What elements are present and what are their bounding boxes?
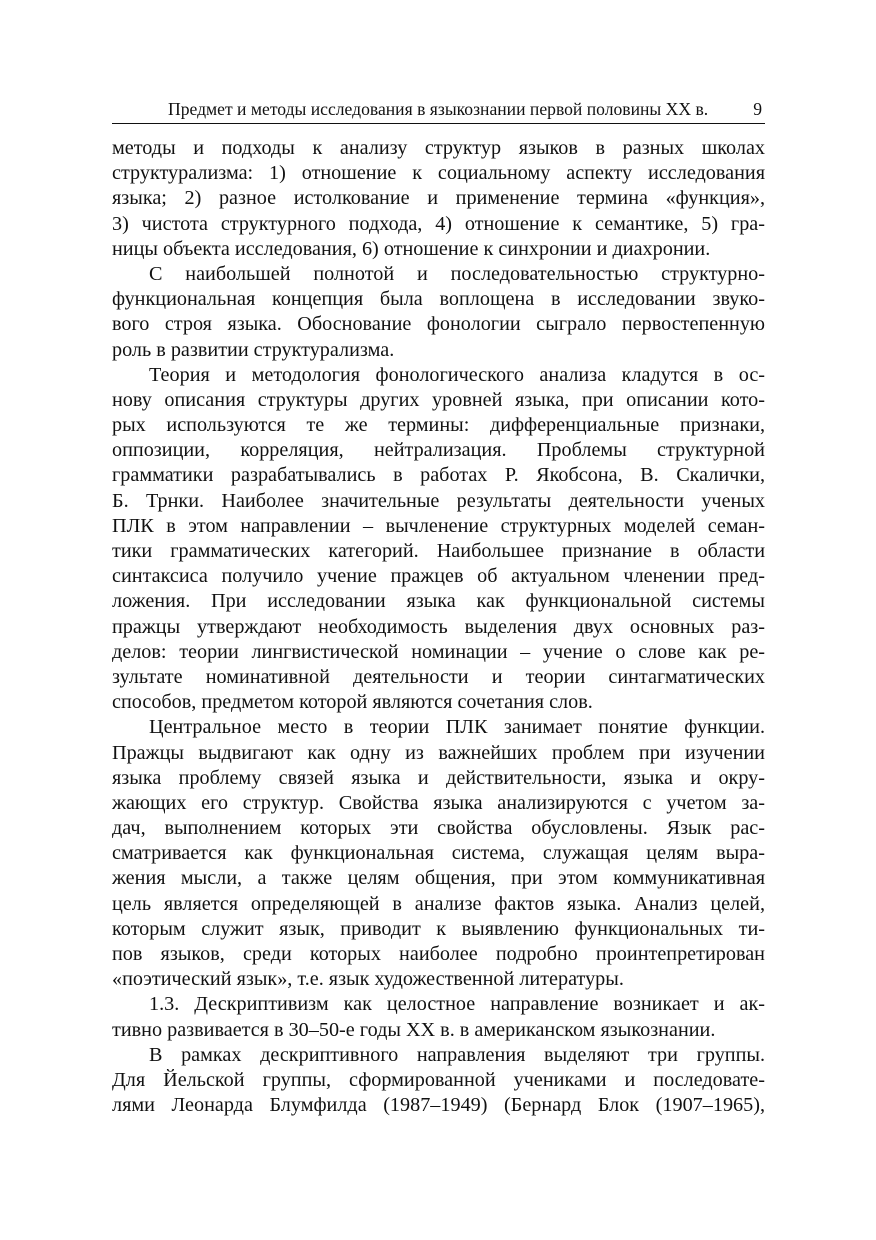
text-line: которым служит язык, приводит к выявлению функциональных ти-	[112, 917, 765, 940]
text-line: ницы объекта исследования, 6) отношение к синхронии и диахронии.	[112, 237, 711, 260]
text-line: языка проблему связей языка и действительности, языка и окру-	[112, 766, 765, 789]
text-line: «поэтический язык», т.е. язык художественной литературы.	[112, 968, 624, 991]
text-line: дач, выполнением которых эти свойства обусловлены. Язык рас-	[112, 817, 765, 840]
text-line: нову описания структуры других уровней языка, при описании кото-	[112, 388, 765, 411]
text-line: Пражцы выдвигают как одну из важнейших проблем при изучении	[112, 741, 765, 764]
text-line: пов языков, среди которых наиболее подробно проинтепретирован	[112, 943, 765, 965]
text-line: В рамках дескриптивного направления выделяют три группы.	[149, 1043, 765, 1066]
text-line: языка; 2) разное истолкование и применение термина «функция»,	[112, 187, 765, 210]
text-line: оппозиции, корреляция, нейтрализация. Проблемы структурной	[112, 439, 765, 462]
text-line: Теория и методология фонологического анализа кладутся в ос-	[149, 363, 765, 386]
text-line: лями Леонарда Блумфилда (1987–1949) (Бернард Блок (1907–1965),	[112, 1094, 765, 1117]
page-number: 9	[753, 99, 762, 119]
running-title: Предмет и методы исследования в языкознании первой половины XX в.	[168, 99, 709, 119]
text-line: сматривается как функциональная система, служащая целям выра-	[112, 842, 765, 865]
text-line: Б. Трнки. Наиболее значительные результаты деятельности ученых	[112, 489, 765, 512]
text-line: делов: теории лингвистической номинации – учение о слове как ре-	[112, 640, 765, 663]
text-line: способов, предметом которой являются сочетания слов.	[112, 691, 593, 714]
text-line: структурализма: 1) отношение к социальному аспекту исследования	[112, 162, 765, 185]
text-line: жения мысли, а также целям общения, при этом коммуникативная	[112, 867, 765, 890]
text-line: зультате номинативной деятельности и теории синтагматических	[112, 665, 765, 688]
text-line: Для Йельской группы, сформированной учениками и последовате-	[112, 1068, 765, 1091]
text-line: рых используются те же термины: дифференциальные признаки,	[112, 414, 765, 437]
text-line: грамматики разрабатывались в работах Р. Якобсона, В. Скалички,	[112, 464, 765, 487]
running-header	[112, 96, 765, 124]
text-line: синтаксиса получило учение пражцев об актуальном членении пред-	[112, 565, 765, 588]
text-line: ложения. При исследовании языка как функциональной системы	[112, 590, 765, 613]
text-line: функциональная концепция была воплощена в исследовании звуко-	[112, 288, 765, 311]
text-line: Центральное место в теории ПЛК занимает понятие функции.	[149, 716, 765, 739]
text-line: 1.3. Дескриптивизм как целостное направление возникает и ак-	[149, 993, 765, 1016]
text-line: С наибольшей полнотой и последовательностью структурно-	[149, 262, 765, 285]
text-line: тивно развивается в 30–50-е годы XX в. в американском языкознании.	[112, 1018, 716, 1041]
text-line: жающих его структур. Свойства языка анализируются с учетом за-	[112, 791, 765, 814]
text-line: пражцы утверждают необходимость выделения двух основных раз-	[112, 615, 765, 638]
text-line: роль в развитии структурализма.	[112, 338, 395, 361]
text-body	[112, 136, 765, 1118]
text-line: вого строя языка. Обоснование фонологии сыграло первостепенную	[112, 313, 765, 336]
text-line: ПЛК в этом направлении – вычленение структурных моделей семан-	[112, 514, 765, 537]
text-line: методы и подходы к анализу структур языков в разных школах	[112, 137, 765, 159]
text-line: тики грамматических категорий. Наибольшее признание в области	[112, 540, 765, 562]
text-line: 3) чистота структурного подхода, 4) отношение к семантике, 5) гра-	[112, 212, 765, 235]
text-line: цель является определяющей в анализе фактов языка. Анализ целей,	[112, 892, 765, 915]
